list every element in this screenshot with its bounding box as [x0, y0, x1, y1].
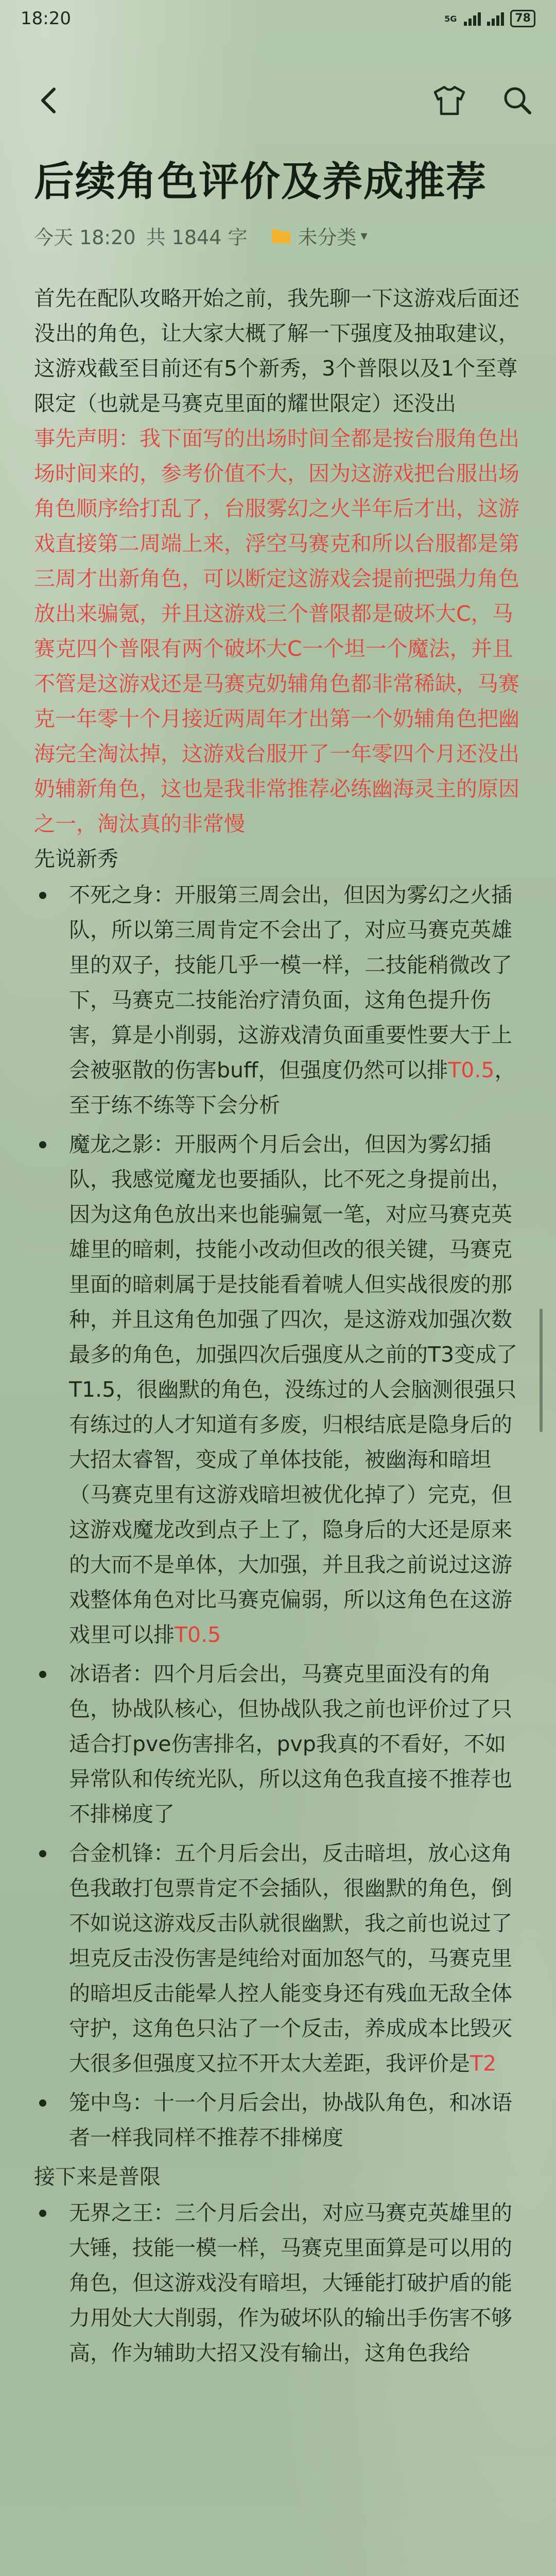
chevron-down-icon: ▾ — [360, 228, 368, 244]
note-content[interactable] — [34, 281, 523, 2375]
status-time: 18:20 — [21, 8, 71, 29]
category-label: 未分类 — [298, 226, 357, 249]
item-tail: ，至于练不练等下会分析 — [69, 1058, 516, 1117]
intro-paragraph: 首先在配队攻略开始之前，我先聊一下这游戏后面还没出的角色，让大家大概了解一下强度及抽取建议，这游戏截至目前还有5个新秀，3个普限以及1个至尊限定（也就是马赛克里面的耀世限定）还没出 — [34, 286, 519, 416]
item-text: 合金机锋：五个月后会出，反击暗坦，放心这角色我敢打包票肯定不会插队，很幽默的角色，倒不如说这游戏反击队就很幽默，我之前也说过了坦克反击没伤害是纯给对面加怒气的，马赛克里的暗坦反击能晕人控人能变身还有残血无敌全体守护，这角色只沾了一个反击，养成成本比毁灭大很多但强度又拉不开太大差距，我评价是 — [69, 1841, 512, 2076]
item-text: 笼中鸟：十一个月后会出，协战队角色，和冰语者一样我同样不推荐不排梯度 — [69, 2090, 512, 2150]
search-icon[interactable] — [499, 82, 535, 118]
item-text: 冰语者：四个月后会出，马赛克里面没有的角色，协战队核心，但协战队我之前也评价过了只适合打pve伤害排名，pvp我真的不看好，不如异常队和传统光队，所以这角色我直接不推荐也不排梯度了 — [69, 1662, 512, 1826]
scrollbar[interactable] — [540, 1309, 543, 1432]
note-date: 今天 18:20 — [34, 226, 136, 249]
normal-section-heading: 接下来是普限 — [34, 2164, 161, 2189]
list-item — [34, 2195, 523, 2370]
list-item — [34, 1656, 523, 1832]
list-item — [34, 1127, 523, 1652]
normal-character-list — [34, 2195, 523, 2370]
status-bar — [0, 0, 556, 37]
network-label: 5G — [444, 13, 457, 24]
list-item — [34, 877, 523, 1123]
note-meta — [34, 222, 528, 250]
nav-actions — [431, 82, 535, 118]
nav-bar — [0, 72, 556, 129]
note-title: 后续角色评价及养成推荐 — [34, 159, 488, 205]
disclaimer-paragraph: 事先声明：我下面写的出场时间全都是按台服角色出场时间来的，参考价值不大，因为这游戏把台服出场角色顺序给打乱了，台服雾幻之火半年后才出，这游戏直接第二周端上来，浮空马赛克和所以台服都是第三周才出新角色，可以断定这游戏会提前把强力角色放出来骗氪，并且这游戏三个普限都是破坏大C，马赛克四个普限有两个破坏大C一个坦一个魔法，并且不管是这游戏还是马赛克奶辅角色都非常稀缺，马赛克一年零十个月接近两周年才出第一个奶辅角色把幽海完全淘汰掉，这游戏台服开了一年零四个月还没出奶辅新角色，这也是我非常推荐必练幽海灵主的原因之一，淘汰真的非常慢 — [34, 426, 519, 836]
signal-icon — [464, 11, 481, 26]
list-item — [34, 1836, 523, 2081]
item-text: 无界之王：三个月后会出，对应马赛克英雄里的大锤，技能一模一样，马赛克里面算是可以用的角色，但这游戏没有暗坦，大锤能打破护盾的能力用处大大削弱，作为破坏队的输出手伤害不够高，作为辅助大招又没有输出，这角色我给 — [69, 2200, 512, 2365]
item-text: 魔龙之影：开服两个月后会出，但因为雾幻插队，我感觉魔龙也要插队，比不死之身提前出，因为这角色放出来也能骗氪一笔，对应马赛克英雄里的暗刺，技能小改动但改的很关键，马赛克里面的暗刺属于是技能看着唬人但实战很废的那种，并且这角色加强了四次，是这游戏加强次数最多的角色，加强四次后强度从之前的T3变成了T1.5，很幽默的角色，没练过的人会脑测很强只有练过的人才知道有多废，归根结底是隐身后的大招太睿智，变成了单体技能，被幽海和暗坦（马赛克里有这游戏暗坦被优化掉了）完克，但这游戏魔龙改到点子上了，隐身后的大还是原来的大而不是单体，大加强，并且我之前说过这游戏整体角色对比马赛克偏弱，所以这角色在这游戏里可以排 — [69, 1132, 518, 1647]
signal-icon-2 — [487, 11, 504, 26]
category-selector[interactable] — [271, 222, 367, 250]
back-arrow-icon[interactable] — [31, 82, 67, 118]
item-text: 不死之身：开服第三周会出，但因为雾幻之火插队，所以第三周肯定不会出了，对应马赛克英雄里的双子，技能几乎一模一样，二技能稍微改了下，马赛克二技能治疗清负面，这角色提升伤害，算是小削弱，这游戏清负面重要性要大于上会被驱散的伤害buff，但强度仍然可以排 — [69, 883, 512, 1082]
new-section-heading: 先说新秀 — [34, 846, 118, 871]
status-indicators — [444, 10, 535, 27]
tshirt-icon[interactable] — [431, 82, 467, 118]
folder-icon — [271, 228, 291, 244]
new-character-list — [34, 877, 523, 2155]
tier-label: T0.5 — [175, 1622, 221, 1647]
list-item — [34, 2085, 523, 2155]
tier-label: T2 — [470, 2051, 497, 2076]
note-word-count: 共 1844 字 — [146, 226, 248, 249]
battery-icon: 78 — [510, 10, 535, 27]
tier-label: T0.5 — [448, 1058, 495, 1082]
